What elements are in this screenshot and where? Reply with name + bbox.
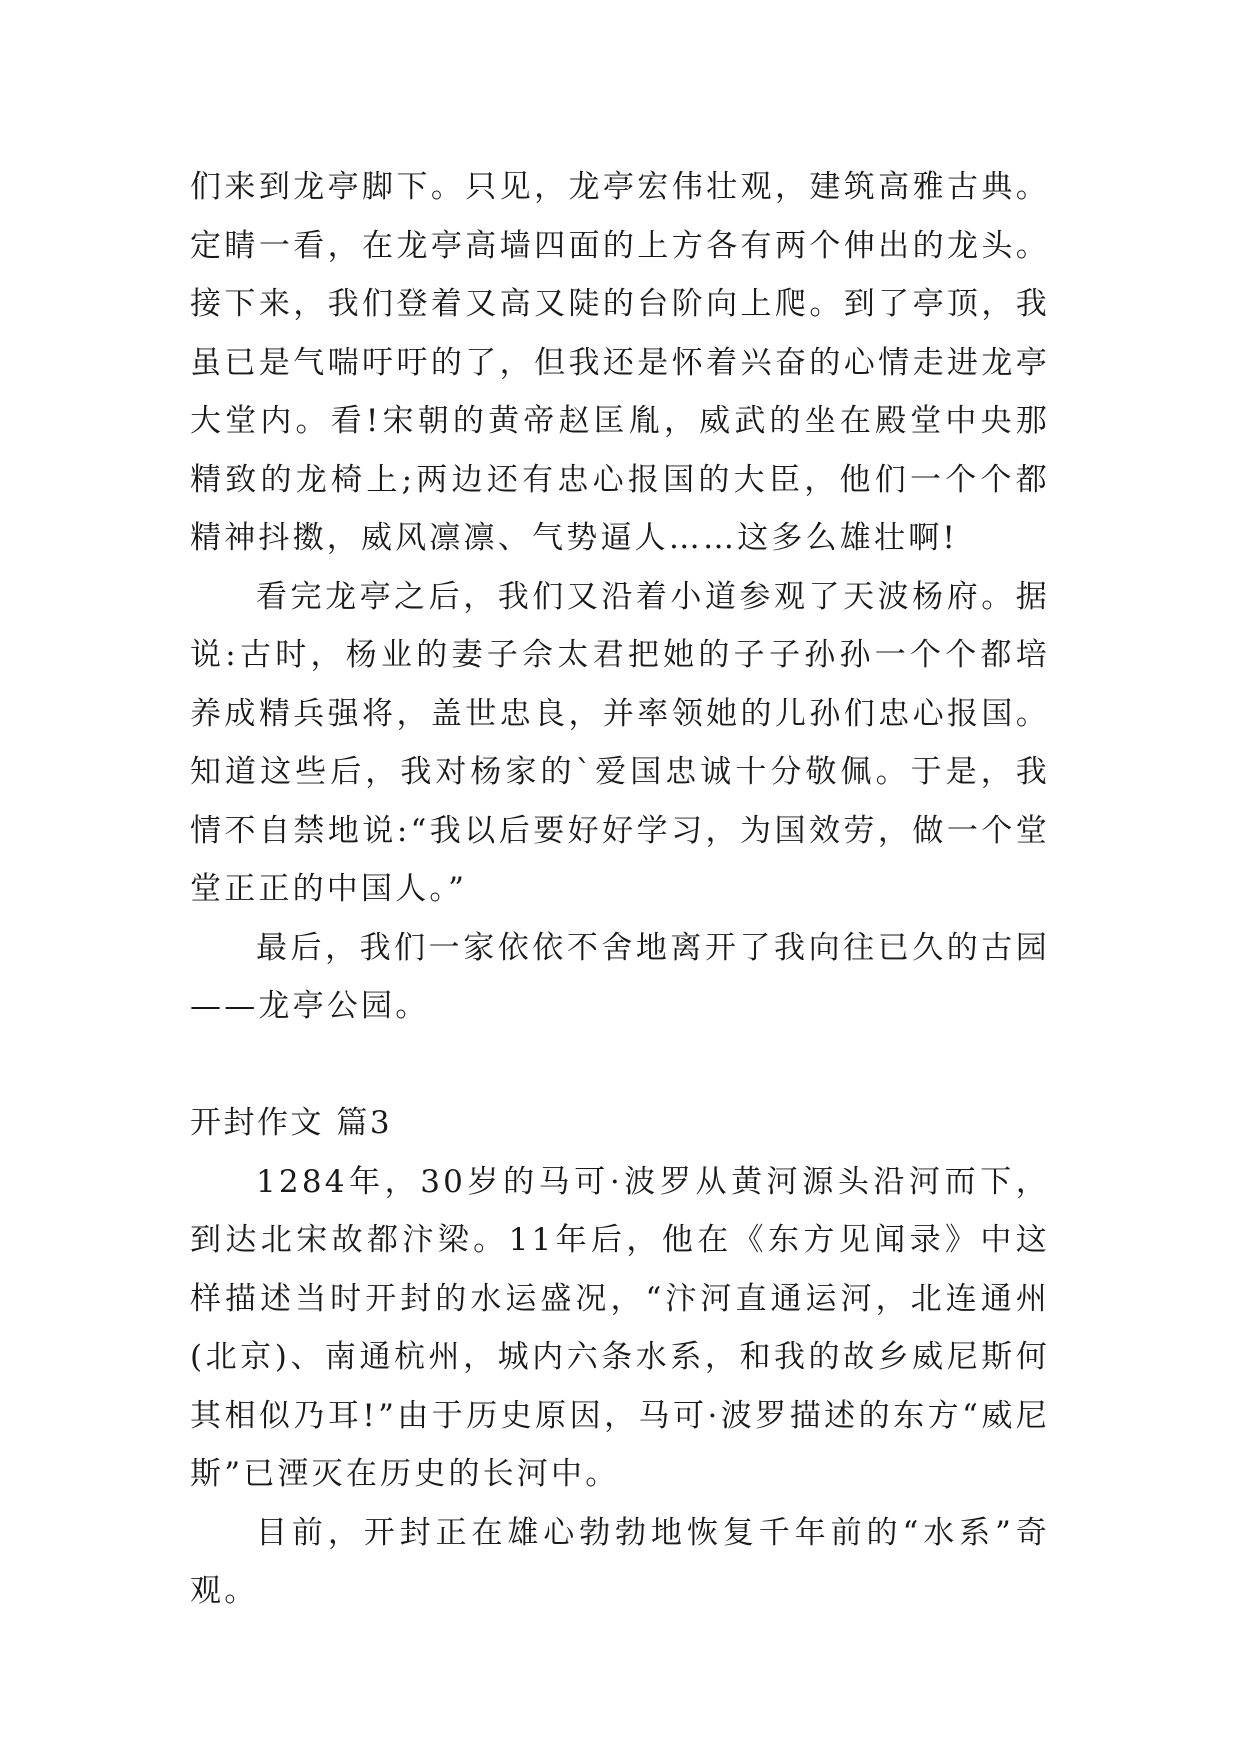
paragraph-water-system: 目前，开封正在雄心勃勃地恢复千年前的“水系”奇观。 <box>190 1514 1050 1609</box>
section-spacer <box>190 1036 1050 1095</box>
paragraph-conclusion: 最后，我们一家依依不舍地离开了我向往已久的古园——龙亭公园。 <box>190 929 1050 1024</box>
paragraph-longting: 们来到龙亭脚下。只见，龙亭宏伟壮观，建筑高雅古典。定睛一看，在龙亭高墙四面的上方各有两个伸出的龙头。接下来，我们登着又高又陡的台阶向上爬。到了亭顶，我虽已是气喘吁吁的了，但我还是怀着兴奋的心情走进龙亭大堂内。看!宋朝的黄帝赵匡胤，威武的坐在殿堂中央那精致的龙椅上;两边还有忠心报国的大臣，他们一个个都精神抖擞，威风凛凛、气势逼人……这多么雄壮啊! <box>190 169 1050 556</box>
document-body <box>190 158 1050 1621</box>
paragraph-tianbo-yangfu: 看完龙亭之后，我们又沿着小道参观了天波杨府。据说:古时，杨业的妻子佘太君把她的子子孙孙一个个都培养成精兵强将，盖世忠良，并率领她的儿孙们忠心报国。知道这些后，我对杨家的`爱国忠诚十分敬佩。于是，我情不自禁地说:“我以后要好好学习，为国效劳，做一个堂堂正正的中国人。” <box>190 578 1050 907</box>
paragraph-marco-polo: 1284年，30岁的马可·波罗从黄河源头沿河而下，到达北宋故都汴梁。11年后，他在《东方见闻录》中这样描述当时开封的水运盛况，“汴河直通运河，北连通州(北京)、南通杭州，城内六条水系，和我的故乡威尼斯何其相似乃耳!”由于历史原因，马可·波罗描述的东方“威尼斯”已湮灭在历史的长河中。 <box>190 1163 1050 1492</box>
section-title: 开封作文 篇3 <box>190 1105 393 1141</box>
